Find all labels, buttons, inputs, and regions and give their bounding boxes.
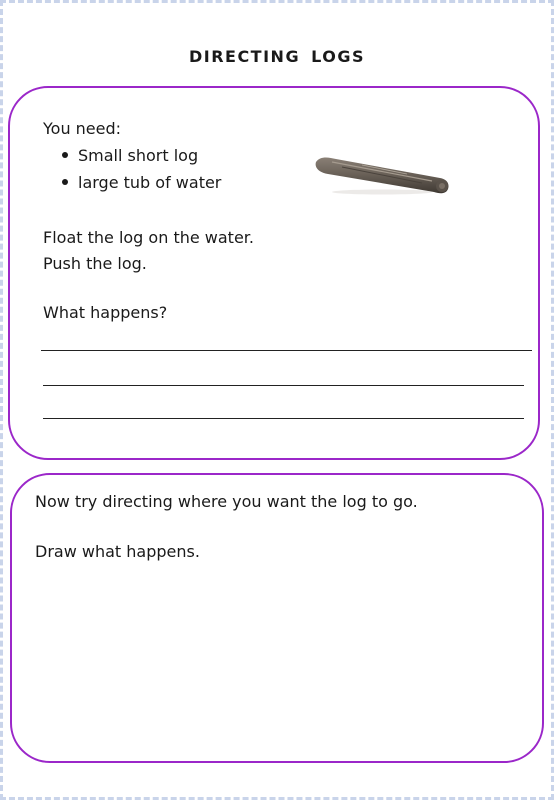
step-float: Float the log on the water. <box>43 228 254 247</box>
you-need-label: You need: <box>43 119 122 138</box>
question-label: What happens? <box>43 303 168 322</box>
draw-instruction: Draw what happens. <box>35 542 200 561</box>
answer-line <box>41 350 532 351</box>
drawing-box <box>10 473 544 763</box>
bullet-icon <box>62 179 68 185</box>
list-item-text: large tub of water <box>78 173 222 192</box>
step-push: Push the log. <box>43 254 147 273</box>
answer-line <box>43 418 524 419</box>
list-item-text: Small short log <box>78 146 199 165</box>
list-item <box>62 173 221 193</box>
directing-prompt: Now try directing where you want the log to go. <box>35 492 418 511</box>
worksheet-title: DIRECTING LOGS <box>188 47 366 66</box>
log-image <box>312 150 452 198</box>
bullet-icon <box>62 152 68 158</box>
list-item <box>62 146 198 166</box>
answer-line <box>43 385 524 386</box>
